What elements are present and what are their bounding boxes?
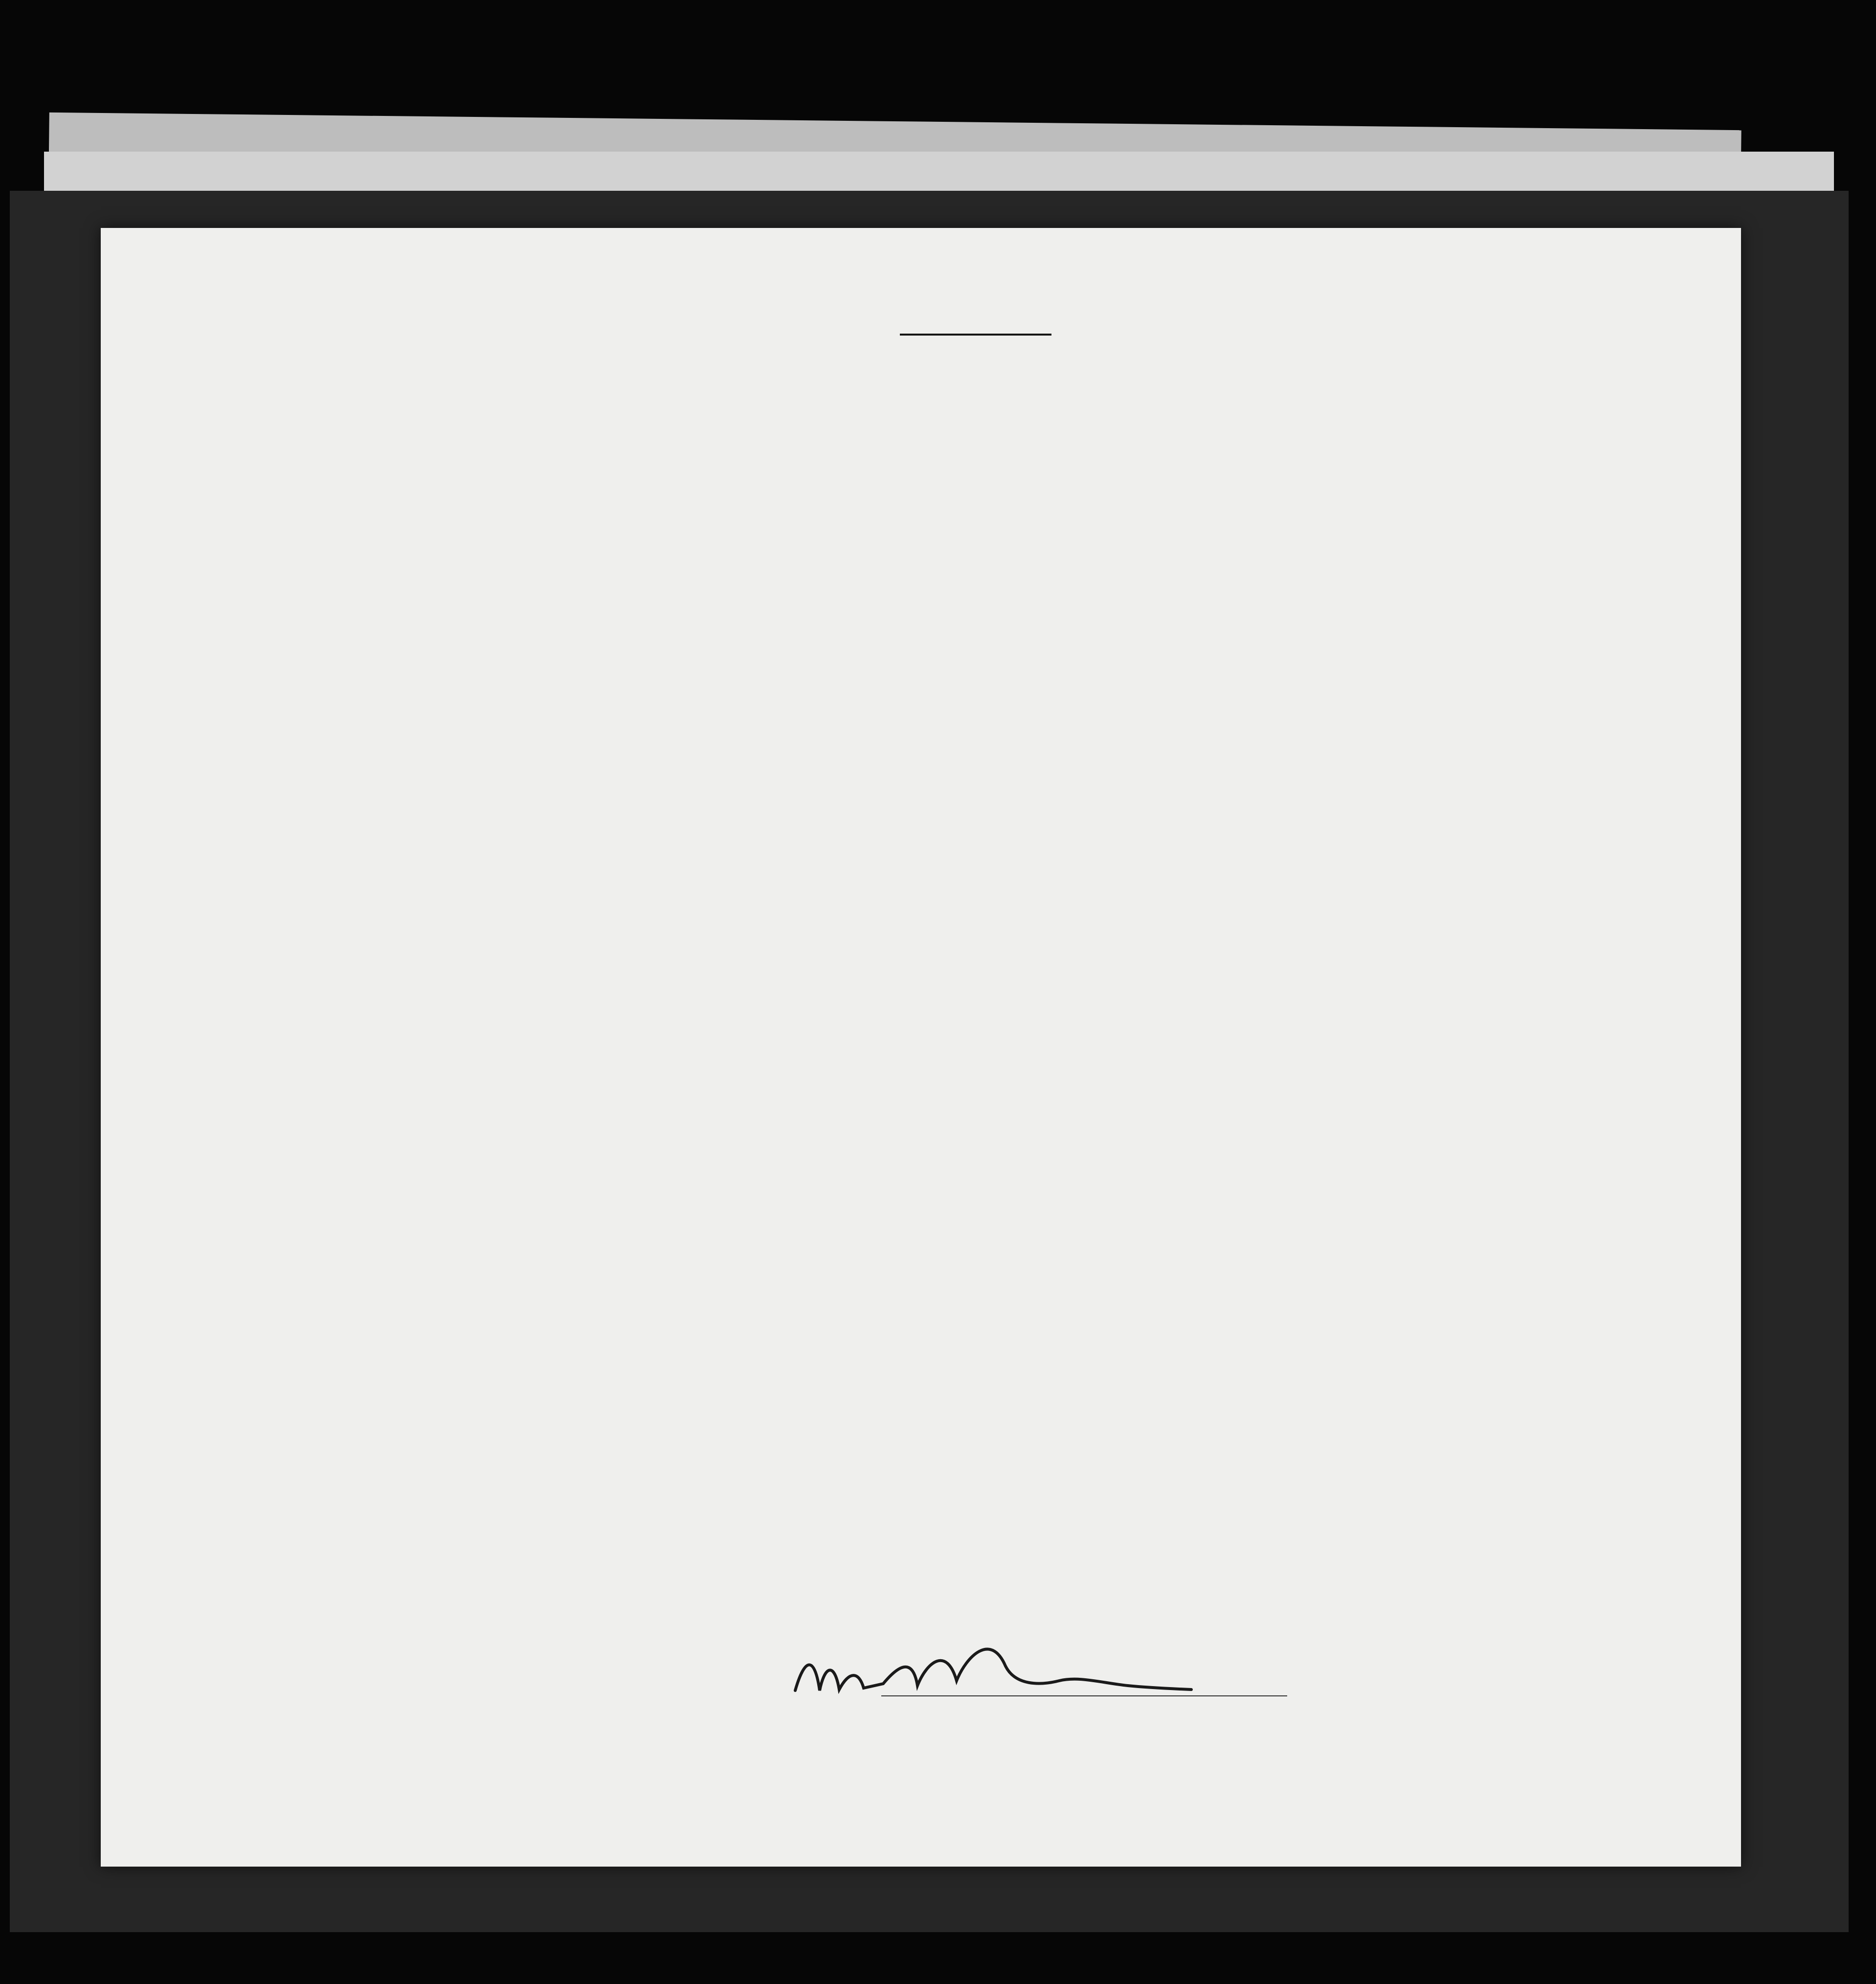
title-underline: [900, 334, 1051, 336]
signature-line: [881, 1695, 1287, 1696]
inspector-signature: [785, 1637, 1226, 1710]
manifest-page: [101, 228, 1741, 1867]
